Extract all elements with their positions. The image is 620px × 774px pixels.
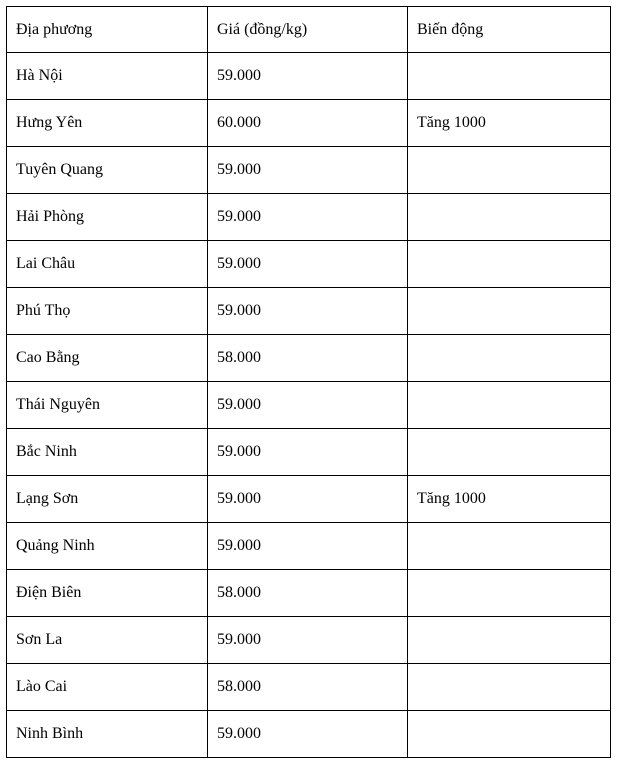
cell-price: 59.000 <box>208 53 408 100</box>
cell-location: Hải Phòng <box>7 194 208 241</box>
cell-change <box>408 335 611 382</box>
cell-location: Thái Nguyên <box>7 382 208 429</box>
cell-price: 59.000 <box>208 194 408 241</box>
cell-price: 58.000 <box>208 664 408 711</box>
cell-location: Lạng Sơn <box>7 476 208 523</box>
table-row <box>7 147 611 194</box>
cell-location: Phú Thọ <box>7 288 208 335</box>
table-row <box>7 335 611 382</box>
cell-location: Ninh Bình <box>7 711 208 758</box>
header-location: Địa phương <box>7 7 208 53</box>
cell-price: 58.000 <box>208 570 408 617</box>
cell-change <box>408 711 611 758</box>
cell-change <box>408 570 611 617</box>
header-price: Giá (đồng/kg) <box>208 7 408 53</box>
table-row <box>7 664 611 711</box>
cell-change <box>408 664 611 711</box>
cell-price: 58.000 <box>208 335 408 382</box>
cell-price: 60.000 <box>208 100 408 147</box>
header-change: Biến động <box>408 7 611 53</box>
cell-price: 59.000 <box>208 711 408 758</box>
cell-location: Điện Biên <box>7 570 208 617</box>
cell-price: 59.000 <box>208 147 408 194</box>
cell-change <box>408 147 611 194</box>
cell-location: Tuyên Quang <box>7 147 208 194</box>
cell-price: 59.000 <box>208 288 408 335</box>
cell-change: Tăng 1000 <box>408 100 611 147</box>
cell-price: 59.000 <box>208 241 408 288</box>
cell-location: Lai Châu <box>7 241 208 288</box>
cell-location: Sơn La <box>7 617 208 664</box>
cell-price: 59.000 <box>208 617 408 664</box>
cell-change <box>408 523 611 570</box>
cell-location: Lào Cai <box>7 664 208 711</box>
table-row <box>7 523 611 570</box>
cell-change <box>408 53 611 100</box>
table-row <box>7 617 611 664</box>
cell-location: Cao Bằng <box>7 335 208 382</box>
table-row <box>7 288 611 335</box>
table-row <box>7 194 611 241</box>
cell-change <box>408 617 611 664</box>
table-row <box>7 476 611 523</box>
table-header-row <box>7 7 611 53</box>
cell-location: Hà Nội <box>7 53 208 100</box>
price-table <box>6 6 611 758</box>
table-row <box>7 53 611 100</box>
table-row <box>7 711 611 758</box>
cell-change: Tăng 1000 <box>408 476 611 523</box>
table-row <box>7 100 611 147</box>
cell-change <box>408 288 611 335</box>
table-row <box>7 241 611 288</box>
cell-change <box>408 429 611 476</box>
cell-change <box>408 382 611 429</box>
cell-price: 59.000 <box>208 523 408 570</box>
cell-change <box>408 194 611 241</box>
table-row <box>7 570 611 617</box>
cell-price: 59.000 <box>208 429 408 476</box>
cell-price: 59.000 <box>208 382 408 429</box>
cell-price: 59.000 <box>208 476 408 523</box>
cell-location: Quảng Ninh <box>7 523 208 570</box>
table-row <box>7 382 611 429</box>
cell-location: Hưng Yên <box>7 100 208 147</box>
cell-change <box>408 241 611 288</box>
cell-location: Bắc Ninh <box>7 429 208 476</box>
table-row <box>7 429 611 476</box>
